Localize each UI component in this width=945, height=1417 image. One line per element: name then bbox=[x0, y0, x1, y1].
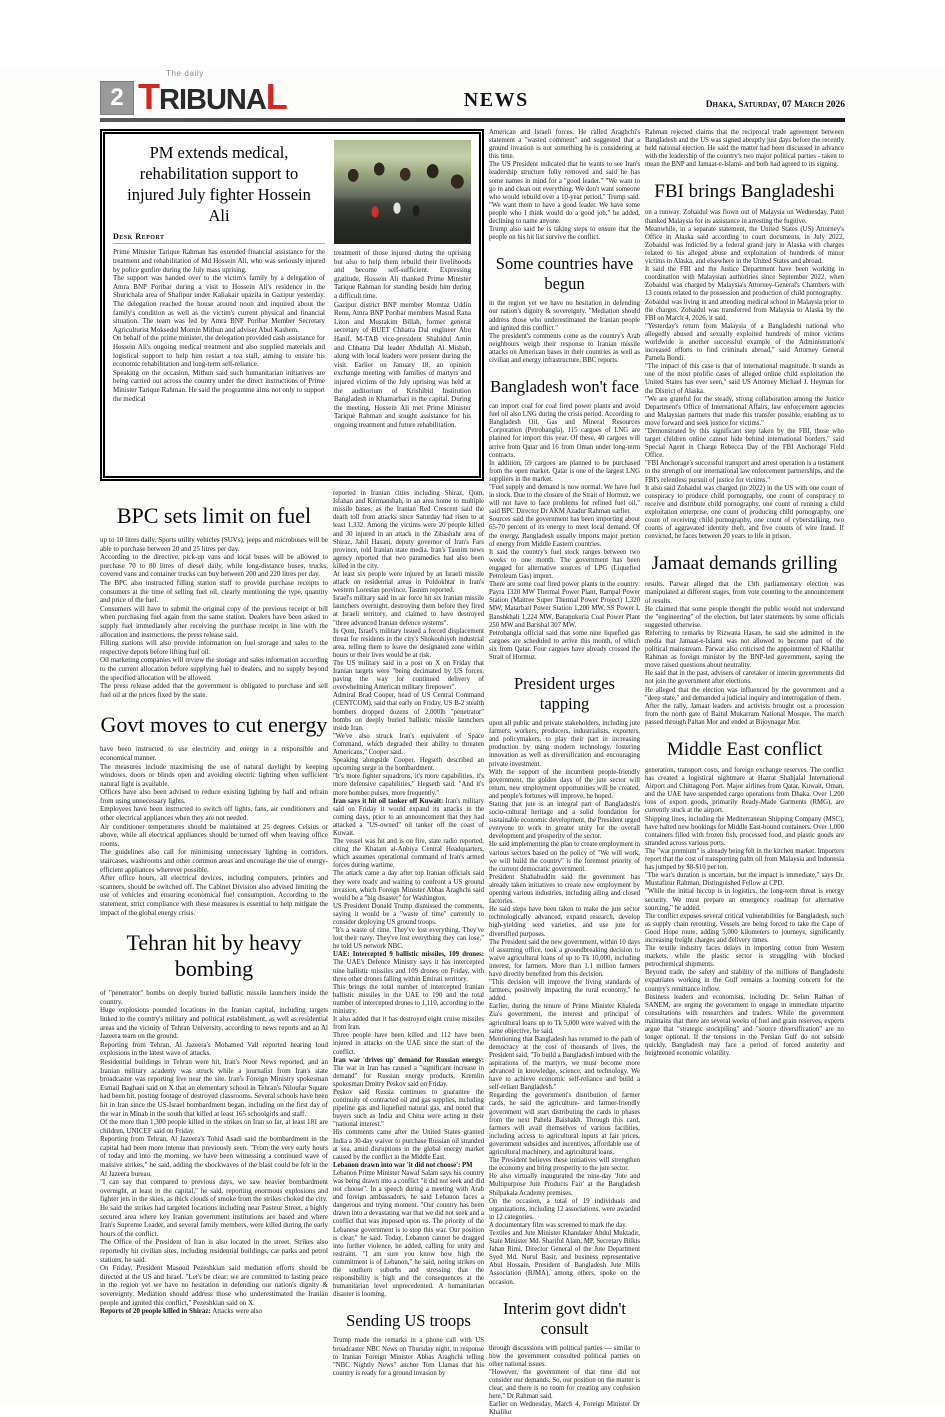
article-body: on a runway. Zobaidul was flown out of Malaysia on Wednesday. Patel thanked Malaysia for its assistance in arresting the fugitive. Meanwhile, in a separate statement, the United States (US) Attorney's Office in Alaska said according to court documents, in July 2022, Zobaidul was indicted by a federal grand jury in Alaska with charges related to his alleged abuse and exploitation of hundreds of minor victims in Alaska, and elsewhere in the United States and abroad. It said the FBI and the Justice Department have been working in coordination with Malaysian authorities since September 2022, when Zobaidul was charged by Malaysia's Attorney-General's Chambers with 13 counts related to the possession and production of child pornography. Zobaidul was living in and attending medical school in Malaysia prior to the charges. Zobaidul was transferred from Malaysia to Alaska by the FBI on March 4, 2026, it said. "Yesterday's return from Malaysia of a Bangladeshi national who allegedly abused and sexually exploited hundreds of minor victims worldwide is another successful example of the Administration's increased efforts to find criminals abroad," said Attorney General Pamela Bondi. "The impact of this case is that of international magnitude. It stands as one of the most prolific cases of alleged online child exploitation the United States has ever seen," said US Attorney Michael J. Heyman for the District of Alaska. "We are grateful for the steady, strong collaboration among the Justice Department's Office of International Affairs, law enforcement agencies and Malaysian partners that made this transfer possible, enabling us to move forward and seek justice for victims." "Demonstrated by this significant step taken by the FBI, those who target children online cannot hide behind international borders," said Special Agent in Charge Rebecca Day of the FBI Anchorage Field Office. "FBI Anchorage's successful transport and arrest operation is a testament to the strength of our international law enforcement partnerships, and the FBI's relentless pursuit of justice for victims." It also said Zobaidul was charged (in 2022) in the US with one count of conspiracy to produce child pornography, one count of conspiracy to receive and distribute child pornography, one count of running a child exploitation enterprise, one count of producing child pornography, one count of receiving child pornography, one count of cyberstalking, two counts of aggravated identity theft, and five counts of wire fraud. If convicted, he faces between 20 years to life in prison. bbox=[645, 209, 844, 541]
column-4 bbox=[645, 129, 844, 1417]
article-body: upon all public and private stakeholders, including jute farmers, workers, producers, industrialists, exporters, and policymakers, to play their part in increasing production by using modern technology, fostering innovation as well as diversification and encouraging private investment. With the support of the incumbent people-friendly government, the golden days of the jute sector will return, new employment opportunities will be created, and people's fortunes will improve, he hoped. Stating that jute is an integral part of Bangladesh's socio-cultural heritage and a solid foundation for sustainable economic development, the President urged everyone to work in greater unity for the overall development and prosperity of the sector. He said implementing the plan to create employment in various sectors based on the policy of "We will work, we will build the country" is the foremost priority of the current democratic government. President Shahabuddin said the government has already taken initiatives to create new employment by opening various industries, including ailing and closed factories. He said steps have been taken to make the jute sector technologically advanced, expand research, develop high-yielding seed varieties, and use jute for diversified purposes. The President said the new government, within 10 days of assuming office, took a groundbreaking decision to waive agricultural loans of up to Tk 10,000, including interest, for farmers. More than 1.1 million farmers have directly benefited from this decision. "This decision will improve the living standards of farmers, positively impacting the rural economy," he added. Earlier, during the tenure of Prime Minister Khaleda Zia's government, the interest and principal of agricultural loans up to Tk 5,000 were waived with the same objective, he said. Mentioning that Bangladesh has returned to the path of democracy at the cost of thousands of lives, the President said, "To build a Bangladesh imbued with the aspirations of the martyrs, we must become more advanced in knowledge, science, and technology. We have to achieve economic self-reliance and build a self-reliant Bangladesh." Regarding the government's distribution of farmer cards, he said the agriculture- and farmer-friendly government will start distributing the cards in phases from the next Pahela Baishakh. Through this card, farmers will avail themselves of various facilities, including access to agricultural inputs at fair prices, government subsidies and incentives, affordable use of agricultural machinery, and agricultural loans. The President believes these initiatives will strengthen the economy and bring prosperity to the jute sector. He also virtually inaugurated the nine-day 'Jute and Multipurpose Jute Products Fair' at the Bangladesh Shilpakala Academy premises. On the occasion, a total of 19 individuals and organizations, including 12 associations, were awarded in 12 categories. A documentary film was screened to mark the day. Textiles and Jute Minister Khandaker Abdul Muktadir, State Minister Md. Shariful Alam, MP, Secretary Bilkis Jahan Rimi, Director General of the Jute Department Syed Md. Nurul Basir, and business representative Abul Hossain, President of Bangladesh Jute Mills Association (BJMA), among others, spoke on the occasion. bbox=[489, 720, 640, 1286]
dateline: Dhaka, Saturday, 07 March 2026 bbox=[705, 100, 845, 110]
article-headline: President urges tapping bbox=[514, 674, 615, 714]
article-headline: Some countries have begun bbox=[495, 254, 634, 294]
article-body: can import coal for coal fired power plants and avoid fuel oil also LNG during the crisis period. According to Bangladesh Oil, Gas and Mineral Resources Corporation (Petrobangla), 115 cargoes of LNG are planned for import this year. Of these, 40 cargoes will arrive from Qatar and 16 from Oman under long-term contracts. In addition, 59 cargoes are planned to be purchased from the open market. Qatar is one of the largest LNG suppliers in the market. "Fuel supply and demand is now normal. We have fuel in stock. Due to the closure of the Strait of Hormuz, we will not have to face problems for refined fuel oil," said BPC Director Dr AKM Azadur Rahman earlier. Sources said the government has been importing about 65-70 percent of its energy to meet local demand. Of the energy, Bangladesh usually imports major portion of energy from Middle Eastern countries. It said the country's fuel stock ranges between two weeks to one month. The government has been engaged for alternative sources of LPG (Liquefied Petroleum Gas) import. There are some coal fired power plants in the country: Payra 1320 MW Thermal Power Plant, Rampal Power Station (Maitree Super Thermal Power Project) 1,320 MW, Matarbari Power Station 1,200 MW, SS Power I, Banshkhali 1,224 MW, Barapukuria Coal Power Plant 250 MW and Barishal 307 MW. Petrobangla official said that some nine liquefied gas cargoes are scheduled to arrive this month, of which six from Qatar. Four cargoes have already crossed the Strait of Hormuz. bbox=[489, 403, 641, 661]
page-number: 2 bbox=[100, 81, 134, 115]
article-jamaat-grilling bbox=[645, 553, 844, 727]
article-body: Prime Minister Tarique Rahman has extended financial assistance for the treatment and rehabilitation of Md Hossein Ali, who was seriously injured by police gunfire during the July mass uprising. The support was handed over to the victim's family by a delegation of Amra BNP Poribar during a visit to Hossein Ali's residence in the Shurichala area of Shafipur under Kaliakair upazila in Gazipur yesterday. The delegation reached the house around noon and inquired about the family's condition as well as the victim's current physical and financial situation. The team was led by Amra BNP Poribar Member Secretary Agriculturist Moksedul Momin Mithun and adviser Abul Kashem. On behalf of the prime minister, the delegation provided cash assistance for Hossein Ali's ongoing medical treatment and also supplied materials and logistical support to help him restart a tea stall, aiming to ensure his economic rehabilitation and long-term self-reliance. Speaking on the occasion, Mithun said such humanitarian initiatives are being carried out across the country under the direct instructions of Prime Minister Tarique Rahman. He said the programme aims not only to support the medical bbox=[113, 248, 325, 403]
article-body: generation, transport costs, and foreign exchange reserves. The conflict has created a logistical nightmare at Hazrat Shahjalal International Airport and Chittagong Port. Major airlines from Qatar, Kuwait, Oman, and the UAE have suspended cargo operations from Dhaka. Over 1,200 tons of export goods, primarily Ready-Made Garments (RMG), are currently stuck at the airport. Shipping lines, including the Mediterranean Shipping Company (MSC), have halted new bookings for Middle East-bound containers. Over 1,000 containers filled with frozen fish, processed food, and plastic goods are stranded across various ports. The "war premium" is already being felt in the kitchen market. Importers report that the cost of transporting palm oil from Malaysia and Indonesia has jumped by $8-$10 per ton. "The war's duration is uncertain, but the impact is immediate," says Dr. Mustafizur Rahman, Distinguished Fellow at CPD. "While the initial hiccup is in logistics, the long-term threat is energy security. We must prepare an emergency roadmap for alternative sourcing," he added. The conflict exposes several critical vulnerabilities for Bangladesh, such as supply chain rerouting. Vessels are being forced to take the Cape of Good Hope route, adding 5,000 kilometers to journeys, significantly increasing freight charges and delivery times. The textile industry faces delays in importing cotton from Western markets, while the plastic sector is struggling with blocked petrochemical shipments. Beyond trade, the safety and stability of the millions of Bangladeshi expatriates working in the Gulf remains a looming concern for the country's remittance inflow. Business leaders and economists, including Dr. Selim Raihan of SANEM, are urging the government to engage in immediate tripartite consultations with researchers and traders. While the government maintains that there are several weeks of fuel and grain reserves, experts argue that "strategic stockpiling" and "source diversification" are no longer optional. If the tensions in the Persian Gulf do not subside quickly, Bangladesh may face a period of forced austerity and heightened economic volatility. bbox=[645, 767, 844, 1058]
masthead-initial: T bbox=[138, 76, 159, 117]
article-body: up to 10 litres daily. Sports utility vehicles (SUVs), jeeps and microbuses will be able to purchase between 20 and 25 litres per day. According to the directive, pick-up vans and local buses will be allowed to purchase 70 to 80 litres of diesel daily, while long-distance buses, trucks, covered vans and container trucks can buy between 200 and 220 litres per day. The BPC also instructed filling station staff to provide purchase receipts to consumers at the time of selling fuel oil, clearly mentioning the type, quantity and price of the fuel. Consumers will have to submit the original copy of the previous receipt or bill when purchasing fuel again from the same station. Dealers have been asked to supply fuel immediately after receiving the purchase receipt in line with the allocation and instructions, the press release said. Filling stations will also provide information on fuel storage and sales to the respective depots before lifting fuel oil. Oil marketing companies will review the storage and sales information according to the current allocation before supplying fuel to dealers, and no supply beyond the specified allocation will be allowed. The press release added that the government is obligated to purchase and sell fuel oil at the prices fixed by the state. bbox=[100, 536, 328, 699]
article-body: Trump made the remarks in a phone call with US broadcaster NBC News on Thursday night, in response to Iranian Foreign Minister Abbas Araghchi telling "NBC Nightly News" anchor Tom Llamas that his country is ready for a ground invasion by bbox=[333, 1337, 484, 1377]
article-headline: Middle East conflict bbox=[666, 739, 823, 760]
article-bangladesh-wont-face bbox=[489, 377, 640, 662]
page-header bbox=[100, 70, 845, 115]
article-body-continued: Rahman rejected claims that the reciprocal trade agreement between Bangladesh and the US was signed abruptly just days before the recently held national election. He said the matter had been discussed in advance with the leadership of the country's two major political parties - taken to mean the BNP and Jamaat-e-Islami- and both had agreed to its signing. bbox=[645, 129, 844, 169]
masthead-final: L bbox=[265, 76, 287, 117]
article-byline: Desk Report bbox=[113, 232, 325, 244]
masthead bbox=[100, 70, 287, 115]
article-some-countries bbox=[489, 254, 640, 365]
article-body-continued: reported in Iranian cities including Shiraz, Qom, Isfahan and Kermanshah, in an area home to multiple missile bases, as the Iranian Red Crescent said the death toll from attacks since Saturday had risen to at least 1,332. Among the victims were 20 people killed and 30 injured in an attack in the Zibashahr area of Shiraz, Jahil Hasani, deputy governor of Iran's Fars province, told Iranian state media. Iran's Tasnim news agency reported that two paramedics had also been killed in the city. At least six people were injured by an Israeli missile attack on residential areas in Poldokhtar in Iran's western Lorestan province, Tasnim reported. Israel's military said its air force hit six Iranian missile launchers overnight, destroying them before they fired at Israeli territory, and claimed to have destroyed "three advanced Iranian defence systems". In Qom, Israel's military issued a forced displacement threat for residents in the city's Shokouhiyeh industrial area, telling them to leave the designated zone within hours or their lives would be at risk. The US military said in a post on X on Friday that Iranian targets were "being decimated by US forces, paving the way for continued delivery of overwhelming American military firepower". Admiral Brad Cooper, head of US Central Command (CENTCOM), said that early on Friday, US B-2 stealth bombers dropped dozens of 2,000lb "penetrator" bombs on deeply buried ballistic missile launchers inside Iran. "We've also struck Iran's equivalent of Space Command, which degraded their ability to threaten Americans," Cooper said. Speaking alongside Cooper, Hegseth described an upcoming surge in the bombardment. "It's more fighter squadrons, it's more capabilities, it's more defensive capabilities," Hegseth said. "And it's more bomber pulses, more frequently." Iran says it hit oil tanker off Kuwait: Iran's military said on Friday it would expand its attacks in the coming days, prior to an announcement that they had attacked a "US-owned" oil tanker off the coast of Kuwait. The vessel was hit and is on fire, state radio reported, citing the Khatam al-Anbiya Central Headquarters, which assumes operational command of Iran's armed forces during wartime. The attack came a day after top Iranian officials said they were ready and waiting to confront a US ground invasion, which Foreign Minister Abbas Araghchi said would be a "big disaster" for Washington. US President Donald Trump dismissed the comments, saying it would be a "waste of time" currently to consider deploying US ground troops. "It's a waste of time. They've lost everything. They've lost their navy. They've lost everything they can lose," he told US network NBC. UAE: Intercepted 9 ballistic missiles, 109 drones: The UAE's Defence Ministry says it has intercepted nine ballistic missiles and 109 drones on Friday, with three other drones falling within Emirati territory. This brings the total number of intercepted Iranian ballistic missiles in the UAE to 190 and the total number of intercepted drones to 1,110, according to the ministry. It also added that it has destroyed eight cruise missiles from Iran. Three people have been killed and 112 have been injured in attacks on the UAE since the start of the conflict. Iran war 'drives up' demand for Russian energy: The war in Iran has caused a "significant increase in demand" for Russian energy products, Kremlin spokesman Dmitry Peskov said on Friday. Peskov said Russia continues to guarantee the continuity of contracted oil and gas supplies, including pipeline gas and liquefied natural gas, and noted that buyers such as India and China were acting in their "national interest." His comments came after the United States granted India a 30-day waiver to purchase Russian oil stranded at sea, amid disruptions in the global energy market caused by the conflict in the Middle East. Lebanon drawn into war 'it did not choose': PM Lebanon Prime Minister Nawaf Salam says his country was being drawn into a conflict "it did not seek and did not choose". In a speech during a meeting with Arab and foreign ambassadors, he said Lebanon faces a dangerous and trying moment. "Our country has been drawn into a devastating war that we did not seek and a conflict that was imposed upon us. The priority of the Lebanese government is to stop this war. Our position is clear," he said. Today, Lebanon cannot be dragged into further violence, he added, calling for unity and restraint. "I am sure you know how high the commitment is of Lebanon," he said, noting strikes on the southern suburbs and stressing that the responsibility is high and the consequences at the humanitarian level unprecedented. A humanitarian disaster is looming. bbox=[333, 490, 484, 1299]
article-pm-support bbox=[100, 129, 484, 481]
article-headline: Interim govt didn't consult bbox=[502, 1298, 627, 1338]
masthead-title bbox=[138, 76, 287, 117]
article-headline: Govt moves to cut energy bbox=[100, 712, 328, 738]
article-headline: BPC sets limit on fuel bbox=[116, 503, 312, 529]
article-headline: Tehran hit by heavy bombing bbox=[126, 930, 302, 982]
article-headline: Bangladesh won't face bbox=[490, 377, 639, 397]
article-us-troops bbox=[333, 1311, 484, 1377]
article-body: of "penetrator" bombs on deeply buried ballistic missile launchers inside the country. Huge explosions pounded locations in the Iranian capital, including targets linked to the country's military and political establishment, as well as residential areas and the vicinity of Tehran University, according to news reports and an Al Jazeera team on the ground. Reporting from Tehran, Al Jazeera's Mohamed Vall reported hearing loud explosions in the latest wave of attacks. Residential buildings in Tehran were hit, Iran's Noor News reported, and an Iranian military academy was struck while a journalist from Iran's state broadcaster was reporting live near the site. Iran's Foreign Ministry spokesman Esmail Baghaei said on X that an elementary school in Tehran's Niloufar Square had been hit, posting footage of destroyed classrooms. Several schools have been hit in Iran since the US-Israel bombardment began, including on the first day of the war in Minab in the south that killed at least 165 schoolgirls and staff. Of the more than 1,300 people killed in the strikes on Iran so far, at least 181 are children, UNICEF said on Friday. Reporting from Tehran, Al Jazeera's Tohid Asadi said the bombardment in the capital had been more intense than previously seen. "From the very early hours of today and into the morning, we have been witnessing a continued wave of massive strikes," he said, adding the shockwaves of the blast could be felt in the Al Jazeera bureau. "I can say that compared to previous days, we saw heavier bombardment overnight, at least in the capital," he said, reporting enormous explosions and fighter jets in the skies, as thick clouds of smoke from the strikes choked the city. He said the strikes had targeted locations including near Pasteur Street, a highly secured area where key Iranian government institutions are based and where Iran's Supreme Leader, and several family members, were killed during the early hours of the conflict. The Office of the President of Iran is also located in the street. Strikes also reportedly hit civilian sites, including residential buildings, car parks and petrol stations, he said. On Friday, President Masoud Pezeshkian said mediation efforts should be directed at the US and Israel. "Let's be clear: we are committed to lasting peace in the region yet we have no hesitation in defending our nation's dignity & sovereignty. Mediation should address those who underestimated the Iranian people and ignited this conflict," Pezeshkian said on X. Reports of 20 people killed in Shiraz: Attacks were also bbox=[100, 989, 328, 1316]
header-rule bbox=[100, 118, 845, 122]
masthead-logo bbox=[138, 70, 287, 115]
article-cut-energy bbox=[100, 712, 328, 917]
article-us-troops-continued bbox=[489, 129, 640, 242]
article-body-continued: American and Israeli forces. He called Araghchi's statement a "wasted comment" and suggested that a ground invasion is not something he is considering at this time. The US President indicated that he wants to see Iran's leadership structure fully removed and said he has some names in mind for a "good leader." "We want to go in and clean out everything. We don't want someone who would rebuild over a 10-year period," Trump said. "We want them to have a good leader. We have some people who I think would do a good job," he added, declining to name anyone. Trump also said he is taking steps to ensure that the people on his hit list survive the conflict. bbox=[489, 129, 640, 242]
article-tehran-continued bbox=[333, 490, 484, 1299]
article-body-continued: treatment of those injured during the uprising but also to help them rebuild their livelihoods and become self-sufficient. Expressing gratitude, Hossein Ali thanked Prime Minister Tarique Rahman for standing beside him during a difficult time. Gazipur district BNP member Momtaz Uddin Renu, Amra BNP Poribar members Masud Rana Liton and Mustakim Billah, former general secretary of BUET Chhatra Dal engineer Abu Hanif, M-TAB vice-president Shahidul Amin and Chhatra Dal leader Abdullah Al Misbah, along with local leaders were present during the visit. Earlier on January 18, an opinion exchange meeting with families of martyrs and injured victims of the July uprising was held at the auditorium of Krishibid Institution Bangladesh in Khamarbari in the capital. During the meeting, Hossein Ali met Prime Minister Tarique Rahman and sought assistance for his ongoing treatment and future rehabilitation. bbox=[334, 249, 471, 429]
article-body: in the region yet we have no hesitation in defending our nation's dignity & sovereignty. "Mediation should address those who underestimated the Iranian people and ignited this conflict." The president's comments come as the country's Arab neighbours weigh their response to Iranian missile attacks on American bases in their countries as well as civilian and energy infrastructure, BBC reports. bbox=[489, 300, 640, 364]
article-bpc-fuel bbox=[100, 503, 328, 699]
lead-left-column bbox=[113, 140, 325, 469]
article-interim-govt bbox=[489, 1299, 640, 1417]
article-headline: Sending US troops bbox=[346, 1311, 471, 1331]
article-tehran-bombing bbox=[100, 930, 328, 1316]
newspaper-page bbox=[0, 69, 945, 1417]
section-title: NEWS bbox=[463, 89, 529, 111]
article-headline: PM extends medical, rehabilitation support to injured July fighter Hossein Ali bbox=[127, 143, 311, 226]
masthead-middle: RIBUNA bbox=[159, 84, 266, 116]
article-headline: Jamaat demands grilling bbox=[651, 553, 838, 575]
press-interview-photo bbox=[334, 140, 471, 244]
lead-right-column bbox=[334, 140, 471, 469]
masthead-tagline: The daily bbox=[166, 69, 204, 78]
column-1 bbox=[100, 490, 328, 1417]
article-middle-east-conflict bbox=[645, 739, 844, 1058]
article-body: through discussions with political parties — similar to how the government consulted political parties on other national issues. "However, the government of that time did not consider our demands. So, our position on the matter is clear, and there is no room for creating any confusion here," Dr Rahman said. Earlier on Wednesday, March 4, Foreign Minister Dr Khalilur bbox=[489, 1344, 640, 1417]
article-body: results. Parwar alleged that the 13th parliamentary election was manipulated at different stages, from vote counting to the announcement of results. He claimed that some people thought the public would not understand the "engineering" of the election, but later statements by some officials suggested otherwise. Referring to remarks by Rizwana Hasan, he said she admitted in the media that Jamaat-e-Islami was not allowed to become part of the political mainstream. Parwar also criticised the appointment of Khalilur Rahman as foreign minister by the BNP-led government, saying the move raised questions about neutrality. He said that in the past, advisers of caretaker or interim governments did not join the government after elections. He alleged that the election was influenced by the government and a "deep state," and demanded a judicial inquiry and interrogation of them. After the rally, Jamaat leaders and activists brought out a procession from the north gate of Baitul Mukarram National Mosque. The march passed through Paltan Mor and ended at Bijoynagar Mor. bbox=[645, 581, 844, 726]
column-3 bbox=[489, 129, 640, 1417]
content-grid bbox=[100, 129, 845, 1417]
article-interim-govt-continued bbox=[645, 129, 844, 169]
article-body: have been instructed to use electricity and energy in a responsible and economical manner. The measures include maximising the use of natural daylight by keeping windows, doors or blinds open and avoiding electric lighting when sufficient natural light is available. Offices have also been advised to reduce existing lighting by half and refrain from using unnecessary lights. Employees have been instructed to switch off lights, fans, air conditioners and other electrical appliances when they are not needed. Air conditioner temperatures should be maintained at 25 degrees Celsius or above, while all electrical appliances should be turned off when leaving office rooms. The guidelines also call for minimising unnecessary lighting in corridors, staircases, washrooms and other common areas and encourage the use of energy-efficient appliances wherever possible. After office hours, all electrical devices, including computers, printers and scanners, should be switched off. The Cabinet Division also advised limiting the use of vehicles and ensuring economical fuel consumption. According to the statement, strict compliance with these measures is essential to help mitigate the impact of the global energy crisis. bbox=[100, 745, 328, 917]
column-2 bbox=[333, 490, 484, 1417]
article-headline: FBI brings Bangladeshi bbox=[654, 181, 835, 203]
article-president-jute bbox=[489, 674, 640, 1287]
article-fbi-bangladeshi bbox=[645, 181, 844, 541]
